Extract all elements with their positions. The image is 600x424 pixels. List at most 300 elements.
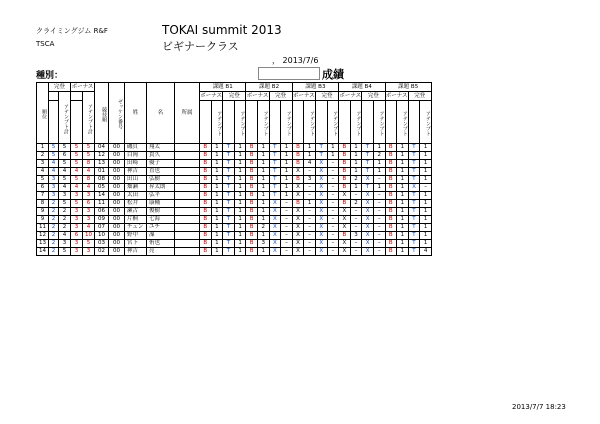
rank-cell: 14 bbox=[37, 248, 49, 256]
bonus-mark-cell: X bbox=[339, 248, 351, 256]
top-attempt-cell: 1 bbox=[234, 184, 246, 192]
bonus-mark-cell: B bbox=[385, 176, 397, 184]
bonus-attempt-cell: – bbox=[350, 248, 362, 256]
top-attempt-cell: – bbox=[327, 248, 339, 256]
bonus-mark-cell: X bbox=[292, 232, 304, 240]
bonus-mark-cell: B bbox=[246, 248, 258, 256]
bonus-attempt-cell: 1 bbox=[211, 184, 223, 192]
top-attempt-cell: 5 bbox=[59, 176, 71, 184]
top-mark-cell: X bbox=[315, 232, 327, 240]
bonus-attempt-cell: 4 bbox=[304, 160, 316, 168]
top-mark-cell: T bbox=[269, 144, 281, 152]
col-sub-bonus-mark bbox=[385, 101, 397, 144]
col-sub-bonus-mark bbox=[200, 101, 212, 144]
bonus-mark-cell: B bbox=[292, 152, 304, 160]
bonus-attempt-cell: 4 bbox=[83, 184, 95, 192]
top-mark-cell: X bbox=[269, 232, 281, 240]
col-sub-bonus: ボーナス bbox=[246, 93, 269, 99]
bonus-count-cell: 5 bbox=[71, 160, 83, 168]
top-mark-cell: X bbox=[362, 176, 374, 184]
top-attempt-cell: 1 bbox=[327, 152, 339, 160]
family-name-cell: 田山 bbox=[125, 176, 147, 184]
top-mark-cell: T bbox=[408, 152, 420, 160]
bonus-mark-cell: B bbox=[246, 152, 258, 160]
bonus-count-cell: 5 bbox=[71, 176, 83, 184]
top-attempt-cell: – bbox=[327, 240, 339, 248]
bonus-attempt-cell: 3 bbox=[83, 208, 95, 216]
bonus-attempt-cell: 1 bbox=[257, 208, 269, 216]
table-row bbox=[37, 232, 432, 240]
print-timestamp: 2013/7/7 18:23 bbox=[512, 403, 566, 411]
given-name-cell: ユチ bbox=[147, 224, 175, 232]
bonus-mark-cell: B bbox=[385, 192, 397, 200]
bonus-attempt-cell: – bbox=[304, 192, 316, 200]
top-attempt-cell: – bbox=[373, 224, 385, 232]
bonus-attempt-cell: – bbox=[350, 240, 362, 248]
bonus-attempt-cell: 1 bbox=[397, 144, 409, 152]
top-attempt-cell: 1 bbox=[373, 160, 385, 168]
col-sub-top-attempt: アテンプト bbox=[327, 101, 339, 144]
family-name-cell: 白岡 bbox=[125, 152, 147, 160]
table-row bbox=[37, 192, 432, 200]
top-attempt-cell: 1 bbox=[234, 208, 246, 216]
bonus-mark-cell: B bbox=[246, 160, 258, 168]
top-mark-cell: T bbox=[223, 176, 235, 184]
bonus-attempt-cell: – bbox=[304, 208, 316, 216]
bonus-count-cell: 5 bbox=[71, 144, 83, 152]
family-name-cell: 太田 bbox=[125, 192, 147, 200]
col-bonus-attempt: アテンプト計 bbox=[83, 92, 95, 144]
bonus-attempt-cell: 1 bbox=[257, 248, 269, 256]
top-attempt-cell: 5 bbox=[59, 144, 71, 152]
affiliation-cell bbox=[175, 248, 200, 256]
table-row bbox=[37, 152, 432, 160]
bib-cell: 00 bbox=[109, 232, 125, 240]
given-name-cell: 俊樹 bbox=[147, 208, 175, 216]
top-attempt-cell: – bbox=[281, 224, 293, 232]
results-label: 成績 bbox=[322, 68, 344, 81]
bonus-mark-cell: B bbox=[246, 224, 258, 232]
given-name-cell: 昇太朗 bbox=[147, 184, 175, 192]
organizer-name: クライミングジム R&F bbox=[36, 27, 108, 35]
top-attempt-cell: – bbox=[281, 248, 293, 256]
bonus-mark-cell: B bbox=[339, 152, 351, 160]
top-attempt-cell: 1 bbox=[234, 160, 246, 168]
top-mark-cell: T bbox=[269, 184, 281, 192]
top-mark-cell: X bbox=[362, 216, 374, 224]
order-cell: 09 bbox=[95, 216, 109, 224]
given-name-cell: 貴久 bbox=[147, 152, 175, 160]
header-row bbox=[37, 83, 432, 92]
top-attempt-cell: 1 bbox=[234, 192, 246, 200]
rank-cell: 13 bbox=[37, 240, 49, 248]
top-attempt-cell: – bbox=[327, 192, 339, 200]
rank-cell: 12 bbox=[37, 232, 49, 240]
col-sub-top-mark bbox=[269, 101, 281, 144]
order-cell: 08 bbox=[95, 176, 109, 184]
order-cell: 03 bbox=[95, 240, 109, 248]
given-name-cell: 侑也 bbox=[147, 240, 175, 248]
col-bonus-total: ボーナス bbox=[71, 84, 94, 90]
rank-cell: 3 bbox=[37, 160, 49, 168]
top-attempt-cell: 1 bbox=[281, 184, 293, 192]
given-name-cell: 弘平 bbox=[147, 192, 175, 200]
bonus-attempt-cell: 1 bbox=[211, 176, 223, 184]
bonus-attempt-cell: 1 bbox=[257, 168, 269, 176]
top-count-cell: 2 bbox=[49, 248, 59, 256]
top-attempt-cell: 1 bbox=[234, 152, 246, 160]
top-attempt-cell: 1 bbox=[420, 232, 432, 240]
bonus-attempt-cell: 1 bbox=[211, 152, 223, 160]
bonus-attempt-cell: 3 bbox=[83, 248, 95, 256]
top-count-cell: 5 bbox=[49, 152, 59, 160]
bonus-attempt-cell: – bbox=[304, 224, 316, 232]
top-attempt-cell: 1 bbox=[373, 184, 385, 192]
bonus-mark-cell: B bbox=[385, 152, 397, 160]
bonus-attempt-cell: 5 bbox=[83, 144, 95, 152]
top-mark-cell: X bbox=[362, 208, 374, 216]
bonus-attempt-cell: – bbox=[304, 216, 316, 224]
top-mark-cell: X bbox=[315, 184, 327, 192]
top-count-cell: 3 bbox=[49, 184, 59, 192]
top-count-cell: 5 bbox=[49, 144, 59, 152]
order-cell: 11 bbox=[95, 200, 109, 208]
top-attempt-cell: 1 bbox=[420, 192, 432, 200]
col-sub-top: 完登 bbox=[408, 92, 431, 101]
top-count-cell: 4 bbox=[49, 160, 59, 168]
col-sub-top: 完登 bbox=[223, 92, 246, 101]
bonus-attempt-cell: 3 bbox=[257, 240, 269, 248]
bonus-mark-cell: X bbox=[339, 216, 351, 224]
top-mark-cell: X bbox=[362, 192, 374, 200]
given-name-cell: 優子 bbox=[147, 160, 175, 168]
rank-cell: 2 bbox=[37, 152, 49, 160]
bonus-mark-cell: B bbox=[246, 216, 258, 224]
bonus-mark-cell: B bbox=[339, 232, 351, 240]
bib-cell: 00 bbox=[109, 240, 125, 248]
bonus-attempt-cell: 1 bbox=[397, 216, 409, 224]
col-sub-bonus-attempt: アテンプト bbox=[257, 101, 269, 144]
top-mark-cell: T bbox=[408, 176, 420, 184]
bonus-mark-cell: B bbox=[385, 144, 397, 152]
top-attempt-cell: – bbox=[327, 176, 339, 184]
col-problem-b4: 課題 B4 bbox=[339, 83, 385, 92]
order-cell: 14 bbox=[95, 192, 109, 200]
top-mark-cell: T bbox=[223, 248, 235, 256]
bonus-attempt-cell: 1 bbox=[397, 240, 409, 248]
top-attempt-cell: 1 bbox=[281, 168, 293, 176]
bonus-attempt-cell: 8 bbox=[83, 176, 95, 184]
top-attempt-cell: – bbox=[373, 176, 385, 184]
table-row bbox=[37, 208, 432, 216]
bonus-count-cell: 6 bbox=[71, 232, 83, 240]
top-attempt-cell: – bbox=[281, 240, 293, 248]
top-attempt-cell: 1 bbox=[420, 216, 432, 224]
top-mark-cell: X bbox=[315, 168, 327, 176]
top-attempt-cell: 1 bbox=[327, 144, 339, 152]
order-cell: 07 bbox=[95, 224, 109, 232]
bonus-mark-cell: B bbox=[339, 144, 351, 152]
bonus-mark-cell: X bbox=[292, 184, 304, 192]
top-count-cell: 2 bbox=[49, 232, 59, 240]
bonus-mark-cell: B bbox=[339, 184, 351, 192]
top-attempt-cell: – bbox=[373, 192, 385, 200]
top-attempt-cell: 1 bbox=[420, 224, 432, 232]
bonus-mark-cell: B bbox=[385, 168, 397, 176]
bonus-mark-cell: B bbox=[339, 168, 351, 176]
bib-cell: 00 bbox=[109, 192, 125, 200]
top-mark-cell: T bbox=[269, 152, 281, 160]
top-mark-cell: T bbox=[223, 184, 235, 192]
bib-cell: 00 bbox=[109, 160, 125, 168]
top-mark-cell: X bbox=[362, 240, 374, 248]
top-attempt-cell: – bbox=[327, 200, 339, 208]
col-kantou-count bbox=[49, 92, 59, 101]
bonus-mark-cell: B bbox=[200, 216, 212, 224]
bonus-mark-cell: B bbox=[339, 200, 351, 208]
bonus-attempt-cell: 1 bbox=[211, 240, 223, 248]
bonus-mark-cell: B bbox=[246, 200, 258, 208]
given-name-cell: 亮 bbox=[147, 248, 175, 256]
top-mark-cell: T bbox=[408, 232, 420, 240]
bonus-attempt-cell: 3 bbox=[83, 216, 95, 224]
bonus-attempt-cell: 1 bbox=[211, 144, 223, 152]
family-name-cell: 田崎 bbox=[125, 160, 147, 168]
bonus-mark-cell: B bbox=[385, 216, 397, 224]
rank-cell: 9 bbox=[37, 216, 49, 224]
bib-cell: 00 bbox=[109, 208, 125, 216]
bonus-attempt-cell: 3 bbox=[83, 192, 95, 200]
bonus-attempt-cell: 1 bbox=[257, 184, 269, 192]
col-sub-top: 完登 bbox=[315, 92, 338, 101]
top-attempt-cell: 1 bbox=[234, 216, 246, 224]
top-attempt-cell: 3 bbox=[59, 240, 71, 248]
bonus-attempt-cell: 1 bbox=[397, 160, 409, 168]
bonus-mark-cell: X bbox=[292, 224, 304, 232]
bonus-attempt-cell: – bbox=[304, 184, 316, 192]
given-name-cell: 康輔 bbox=[147, 200, 175, 208]
col-sub-bonus-mark bbox=[292, 101, 304, 144]
top-mark-cell: T bbox=[223, 192, 235, 200]
order-cell: 10 bbox=[95, 232, 109, 240]
given-name-cell: 七海 bbox=[147, 216, 175, 224]
bonus-mark-cell: B bbox=[200, 200, 212, 208]
bonus-count-cell: 3 bbox=[71, 216, 83, 224]
bonus-attempt-cell: 1 bbox=[350, 168, 362, 176]
col-sub-bonus: ボーナス bbox=[385, 93, 408, 99]
bonus-attempt-cell: 1 bbox=[211, 232, 223, 240]
top-attempt-cell: 1 bbox=[420, 200, 432, 208]
bonus-attempt-cell: 1 bbox=[350, 144, 362, 152]
bib-cell: 00 bbox=[109, 184, 125, 192]
col-sub-bonus-attempt: アテンプト bbox=[397, 101, 409, 144]
col-problem-b5: 課題 B5 bbox=[385, 83, 431, 92]
event-title: TOKAI summit 2013 bbox=[162, 23, 282, 37]
bonus-mark-cell: B bbox=[385, 240, 397, 248]
bonus-count-cell: 4 bbox=[71, 184, 83, 192]
bonus-mark-cell: B bbox=[339, 160, 351, 168]
bonus-mark-cell: B bbox=[385, 224, 397, 232]
bonus-mark-cell: B bbox=[385, 160, 397, 168]
bonus-mark-cell: B bbox=[385, 200, 397, 208]
top-attempt-cell: 4 bbox=[420, 248, 432, 256]
top-attempt-cell: – bbox=[373, 216, 385, 224]
col-sub-bonus: ボーナス bbox=[292, 93, 315, 99]
bonus-attempt-cell: 1 bbox=[211, 248, 223, 256]
top-mark-cell: X bbox=[315, 224, 327, 232]
bonus-mark-cell: B bbox=[385, 248, 397, 256]
top-mark-cell: X bbox=[315, 176, 327, 184]
col-sub-top-mark bbox=[223, 101, 235, 144]
top-attempt-cell: – bbox=[420, 184, 432, 192]
bonus-attempt-cell: 1 bbox=[211, 192, 223, 200]
col-sub-top-mark bbox=[362, 101, 374, 144]
bonus-attempt-cell: 2 bbox=[257, 224, 269, 232]
bonus-mark-cell: B bbox=[246, 168, 258, 176]
top-mark-cell: T bbox=[223, 232, 235, 240]
top-mark-cell: X bbox=[362, 248, 374, 256]
bonus-attempt-cell: 5 bbox=[83, 240, 95, 248]
bonus-mark-cell: B bbox=[200, 184, 212, 192]
top-mark-cell: X bbox=[269, 216, 281, 224]
affiliation-cell bbox=[175, 232, 200, 240]
family-name-cell: 神吉 bbox=[125, 248, 147, 256]
order-cell: 02 bbox=[95, 248, 109, 256]
bonus-mark-cell: X bbox=[292, 216, 304, 224]
bonus-attempt-cell: 1 bbox=[257, 216, 269, 224]
top-attempt-cell: – bbox=[327, 224, 339, 232]
top-attempt-cell: 1 bbox=[234, 176, 246, 184]
bonus-attempt-cell: 1 bbox=[304, 144, 316, 152]
affiliation-cell bbox=[175, 192, 200, 200]
bonus-attempt-cell: 1 bbox=[211, 160, 223, 168]
bonus-attempt-cell: – bbox=[350, 192, 362, 200]
bonus-attempt-cell: 10 bbox=[83, 232, 95, 240]
bonus-mark-cell: X bbox=[339, 224, 351, 232]
col-sub-bonus: ボーナス bbox=[200, 93, 222, 99]
bonus-attempt-cell: 1 bbox=[257, 200, 269, 208]
top-mark-cell: X bbox=[269, 200, 281, 208]
top-mark-cell: T bbox=[362, 144, 374, 152]
top-attempt-cell: 1 bbox=[234, 168, 246, 176]
bonus-attempt-cell: 1 bbox=[350, 152, 362, 160]
col-problem-b1: 課題 B1 bbox=[200, 83, 246, 92]
top-mark-cell: X bbox=[315, 200, 327, 208]
order-cell: 05 bbox=[95, 184, 109, 192]
given-name-cell: 弘樹 bbox=[147, 176, 175, 184]
top-attempt-cell: 6 bbox=[59, 152, 71, 160]
top-mark-cell: T bbox=[223, 144, 235, 152]
col-bib: ゼッケン番号 bbox=[109, 83, 125, 144]
bonus-count-cell: 3 bbox=[71, 240, 83, 248]
bonus-attempt-cell: 2 bbox=[350, 200, 362, 208]
bonus-attempt-cell: 5 bbox=[83, 152, 95, 160]
top-mark-cell: T bbox=[223, 152, 235, 160]
bonus-attempt-cell: 1 bbox=[397, 224, 409, 232]
bonus-attempt-cell: 1 bbox=[257, 152, 269, 160]
bib-cell: 00 bbox=[109, 248, 125, 256]
top-mark-cell: T bbox=[223, 216, 235, 224]
affiliation-cell bbox=[175, 152, 200, 160]
bonus-attempt-cell: 1 bbox=[397, 192, 409, 200]
top-mark-cell: X bbox=[315, 192, 327, 200]
col-kantou-count-body bbox=[49, 101, 59, 144]
top-attempt-cell: 1 bbox=[281, 144, 293, 152]
top-attempt-cell: – bbox=[281, 216, 293, 224]
col-sub-bonus-attempt: アテンプト bbox=[350, 101, 362, 144]
col-given-name: 名 bbox=[147, 83, 175, 144]
affiliation-cell bbox=[175, 168, 200, 176]
top-mark-cell: X bbox=[362, 200, 374, 208]
top-mark-cell: X bbox=[408, 184, 420, 192]
bonus-attempt-cell: 1 bbox=[257, 144, 269, 152]
rank-cell: 5 bbox=[37, 176, 49, 184]
bonus-mark-cell: B bbox=[200, 144, 212, 152]
family-name-cell: 片桐 bbox=[125, 216, 147, 224]
top-mark-cell: T bbox=[362, 168, 374, 176]
top-mark-cell: T bbox=[315, 152, 327, 160]
top-mark-cell: T bbox=[408, 160, 420, 168]
bib-cell: 00 bbox=[109, 224, 125, 232]
top-mark-cell: T bbox=[223, 160, 235, 168]
bonus-mark-cell: B bbox=[292, 176, 304, 184]
bonus-attempt-cell: 1 bbox=[211, 216, 223, 224]
top-attempt-cell: 5 bbox=[59, 200, 71, 208]
col-problem-b3: 課題 B3 bbox=[292, 83, 338, 92]
col-sub-top-attempt: アテンプト bbox=[281, 101, 293, 144]
category-box bbox=[258, 67, 320, 80]
family-name-cell: 瀬古 bbox=[125, 208, 147, 216]
organizer-abbrev: TSCA bbox=[36, 40, 55, 48]
top-mark-cell: T bbox=[223, 200, 235, 208]
bonus-attempt-cell: 1 bbox=[350, 184, 362, 192]
top-mark-cell: T bbox=[269, 176, 281, 184]
top-mark-cell: T bbox=[408, 224, 420, 232]
top-attempt-cell: 1 bbox=[373, 168, 385, 176]
bonus-count-cell: 5 bbox=[71, 200, 83, 208]
bonus-mark-cell: B bbox=[200, 192, 212, 200]
bonus-mark-cell: B bbox=[200, 168, 212, 176]
bonus-mark-cell: B bbox=[200, 160, 212, 168]
bonus-attempt-cell: 1 bbox=[397, 184, 409, 192]
family-name-cell: 神吉 bbox=[125, 168, 147, 176]
bonus-attempt-cell: 1 bbox=[397, 176, 409, 184]
family-name-cell: 畑瀬 bbox=[125, 184, 147, 192]
table-row bbox=[37, 144, 432, 152]
top-attempt-cell: 1 bbox=[420, 240, 432, 248]
bonus-mark-cell: B bbox=[200, 232, 212, 240]
top-mark-cell: T bbox=[269, 160, 281, 168]
top-mark-cell: T bbox=[408, 248, 420, 256]
bonus-mark-cell: X bbox=[292, 168, 304, 176]
bonus-mark-cell: X bbox=[339, 208, 351, 216]
bonus-mark-cell: B bbox=[292, 160, 304, 168]
bonus-count-cell: 3 bbox=[71, 248, 83, 256]
bonus-mark-cell: X bbox=[339, 240, 351, 248]
top-mark-cell: T bbox=[362, 160, 374, 168]
top-attempt-cell: 1 bbox=[420, 152, 432, 160]
top-mark-cell: X bbox=[269, 248, 281, 256]
col-sub-top-mark bbox=[315, 101, 327, 144]
bonus-mark-cell: X bbox=[292, 248, 304, 256]
top-attempt-cell: 1 bbox=[420, 208, 432, 216]
bonus-attempt-cell: – bbox=[304, 248, 316, 256]
bonus-mark-cell: B bbox=[246, 232, 258, 240]
top-attempt-cell: – bbox=[327, 208, 339, 216]
bonus-mark-cell: B bbox=[339, 176, 351, 184]
top-attempt-cell: 1 bbox=[281, 192, 293, 200]
affiliation-cell bbox=[175, 216, 200, 224]
